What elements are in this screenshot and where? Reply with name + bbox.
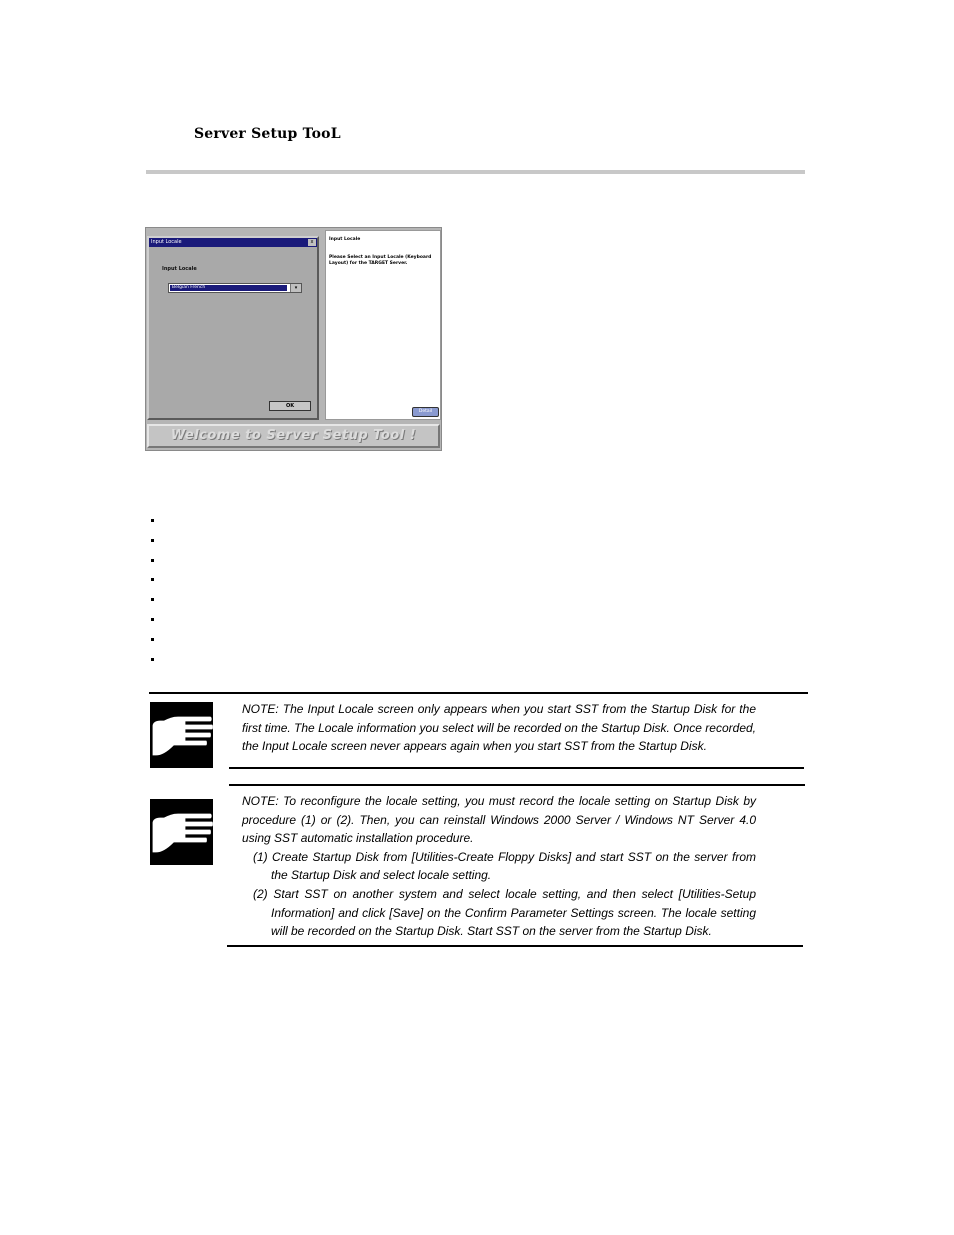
note-2-bottom-rule: [227, 945, 803, 947]
locale-select-value: Belgian French: [170, 285, 287, 291]
note-1-top-rule: [149, 692, 808, 694]
note-2-text: [242, 792, 756, 941]
bullet-icon: [151, 598, 154, 601]
bullet-icon: [151, 658, 154, 661]
pointing-hand-icon: [150, 799, 213, 865]
note-1-bottom-rule: [229, 767, 804, 769]
note-2-top-rule: [229, 784, 805, 786]
note-1-paragraph: NOTE: The Input Locale screen only appears when you start SST from the Startup Disk for the first time. The Locale information you select will be recorded on the Startup Disk. Once recorded, the Input Locale screen never appears again when you start SST from the Startup Disk.: [242, 702, 756, 754]
note-2-paragraph: NOTE: To reconfigure the locale setting, you must record the locale setting on Startup Disk by procedure (1) or (2). Then, you can reinstall Windows 2000 Server / Windows NT Server 4.0 using SST automatic installation procedure.: [242, 794, 756, 846]
bullet-icon: [151, 559, 154, 562]
help-title: Input Locale: [329, 237, 361, 242]
bullet-icon: [151, 539, 154, 542]
input-locale-label: Input Locale: [162, 266, 197, 272]
page-header: Server Setup TooL: [194, 126, 341, 142]
bullet-icon: [151, 578, 154, 581]
dialog-title-bar: Input Locale: [149, 238, 317, 247]
bullet-icon: [151, 638, 154, 641]
welcome-banner: Welcome to Server Setup Tool !: [147, 424, 440, 448]
header-rule: [146, 170, 805, 174]
ok-button[interactable]: OK: [269, 401, 311, 411]
close-icon[interactable]: x: [308, 239, 316, 246]
locale-select[interactable]: [168, 283, 302, 293]
note-2-item-2: (2) Start SST on another system and select locale setting, and then select [Utilities-Setup Information] and click [Save] on the Confirm Parameter Settings screen. The locale setting will be recorded on the Startup Disk. Start SST on the server from the Startup Disk.: [253, 886, 756, 939]
screenshot-figure: [145, 227, 442, 451]
note-2-item-1: (1) Create Startup Disk from [Utilities-Create Floppy Disks] and start SST on the server from the Startup Disk and select locale setting.: [253, 849, 756, 883]
bullet-icon: [151, 618, 154, 621]
detail-button[interactable]: Detail: [412, 407, 439, 417]
help-panel: [325, 230, 441, 420]
note-1-text: [242, 700, 756, 756]
bullet-icon: [151, 519, 154, 522]
help-text: Please Select an Input Locale (Keyboard Layout) for the TARGET Server.: [329, 255, 432, 266]
chevron-down-icon[interactable]: ▾: [290, 284, 301, 292]
input-locale-dialog: [147, 236, 319, 420]
pointing-hand-icon: [150, 702, 213, 768]
